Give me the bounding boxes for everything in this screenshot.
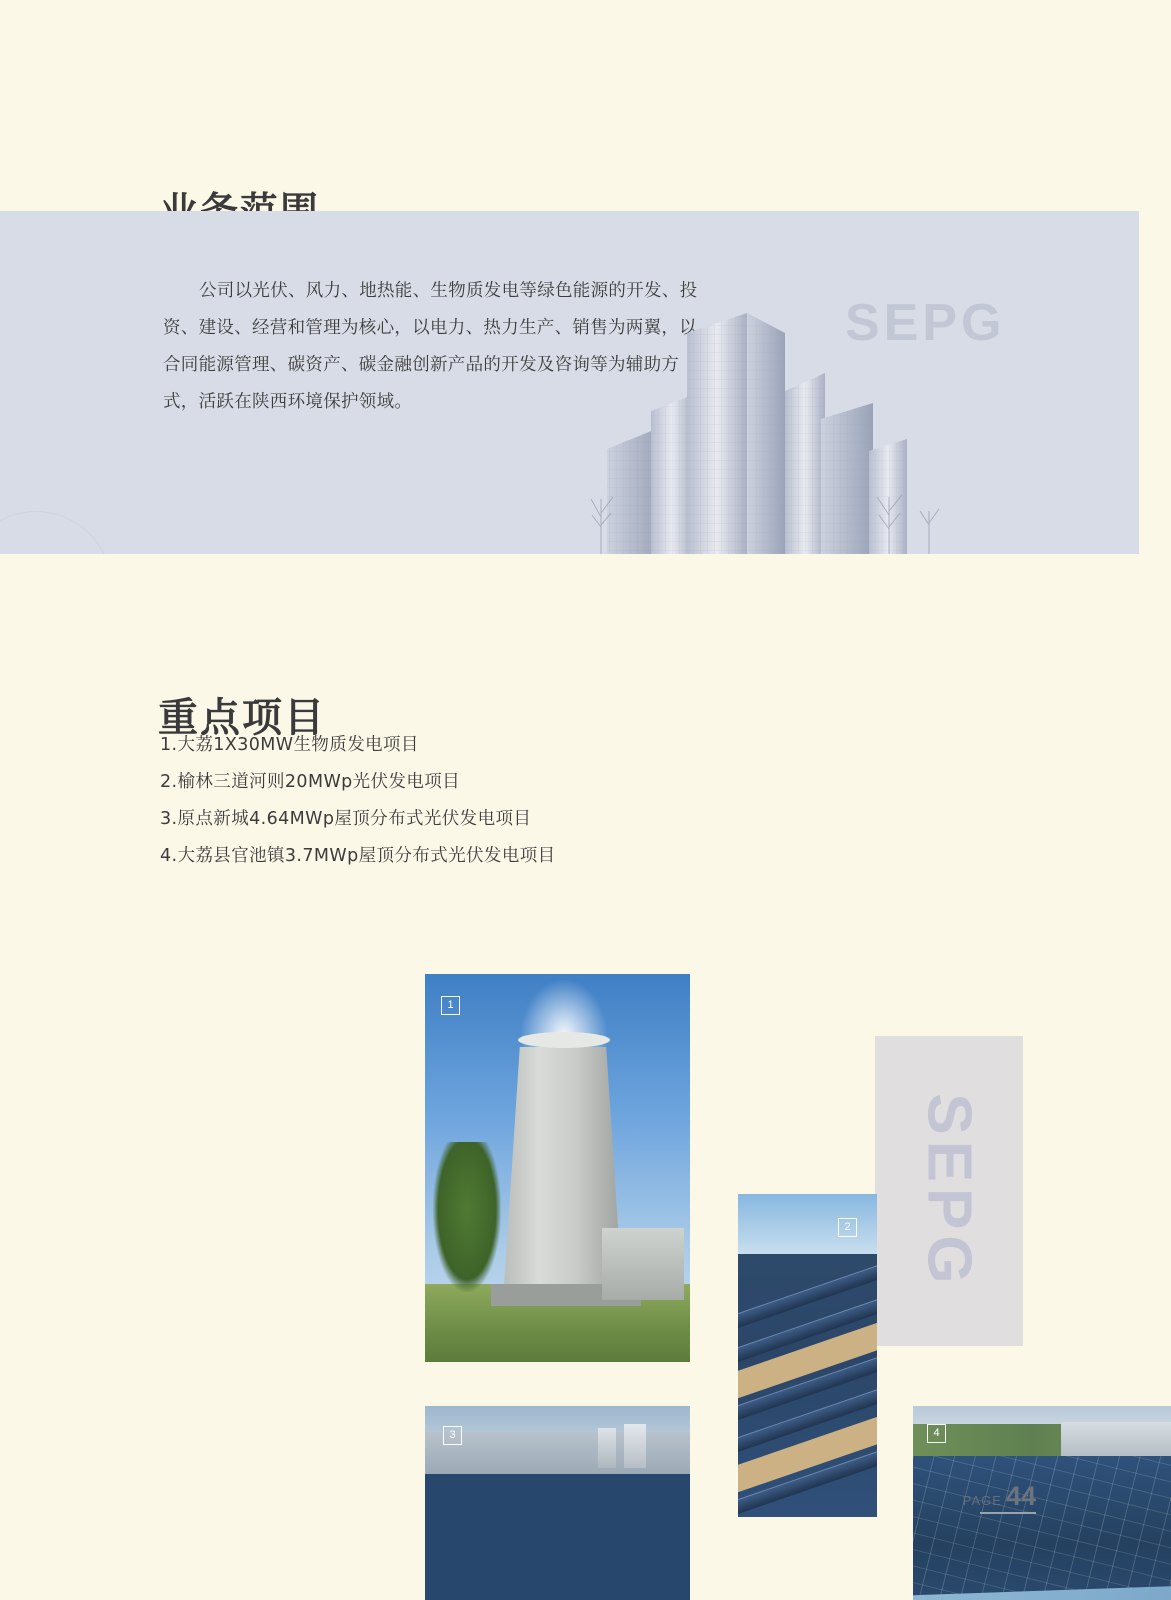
- business-scope-body-text: 公司以光伏、风力、地热能、生物质发电等绿色能源的开发、投资、建设、经营和管理为核心，以电力、热力生产、销售为两翼，以合同能源管理、碳资产、碳金融创新产品的开发及咨询等为辅助方式，活跃在陕西环境保护领域。: [163, 280, 698, 412]
- rooftop-structure: [425, 1432, 690, 1478]
- photo-badge-3: 3: [443, 1426, 462, 1445]
- storage-tank: [598, 1428, 616, 1468]
- storage-tank: [624, 1424, 646, 1468]
- business-scope-banner: [0, 211, 1139, 554]
- list-item: 2.榆林三道河则20MWp光伏发电项目: [160, 772, 461, 792]
- photo-badge-4: 4: [927, 1424, 946, 1443]
- list-item: 4.大荔县官池镇3.7MWp屋顶分布式光伏发电项目: [160, 846, 556, 866]
- solar-panels: [425, 1474, 690, 1600]
- page-number: [962, 1480, 1036, 1511]
- photo-badge-1: 1: [441, 996, 460, 1015]
- page-number-value: 44: [1005, 1480, 1036, 1511]
- project-photo-4: [913, 1406, 1171, 1600]
- cityscape-illustration: [589, 299, 949, 554]
- cooling-tower-rim: [518, 1032, 610, 1048]
- project-photo-2: [738, 1194, 877, 1517]
- plant-building: [602, 1228, 684, 1300]
- page-number-label: PAGE: [962, 1493, 1002, 1508]
- project-photo-1: [425, 974, 690, 1362]
- sepg-watermark-vertical-text: SEPG: [914, 1092, 984, 1290]
- page-number-rule: [980, 1512, 1036, 1514]
- project-photo-3: [425, 1406, 690, 1600]
- tree: [433, 1142, 501, 1292]
- list-item: 1.大荔1X30MW生物质发电项目: [160, 735, 419, 755]
- photo-badge-2: 2: [838, 1218, 857, 1237]
- list-item: 3.原点新城4.64MWp屋顶分布式光伏发电项目: [160, 809, 532, 829]
- sepg-watermark-vertical: [875, 1036, 1023, 1346]
- page-title-key-projects: 重点项目: [158, 694, 326, 741]
- solar-panels: [913, 1456, 1171, 1600]
- sepg-watermark-text: SEPG: [845, 294, 1006, 352]
- background-buildings: [1061, 1422, 1171, 1458]
- decorative-arc: [0, 511, 112, 554]
- key-projects-list: [160, 727, 860, 875]
